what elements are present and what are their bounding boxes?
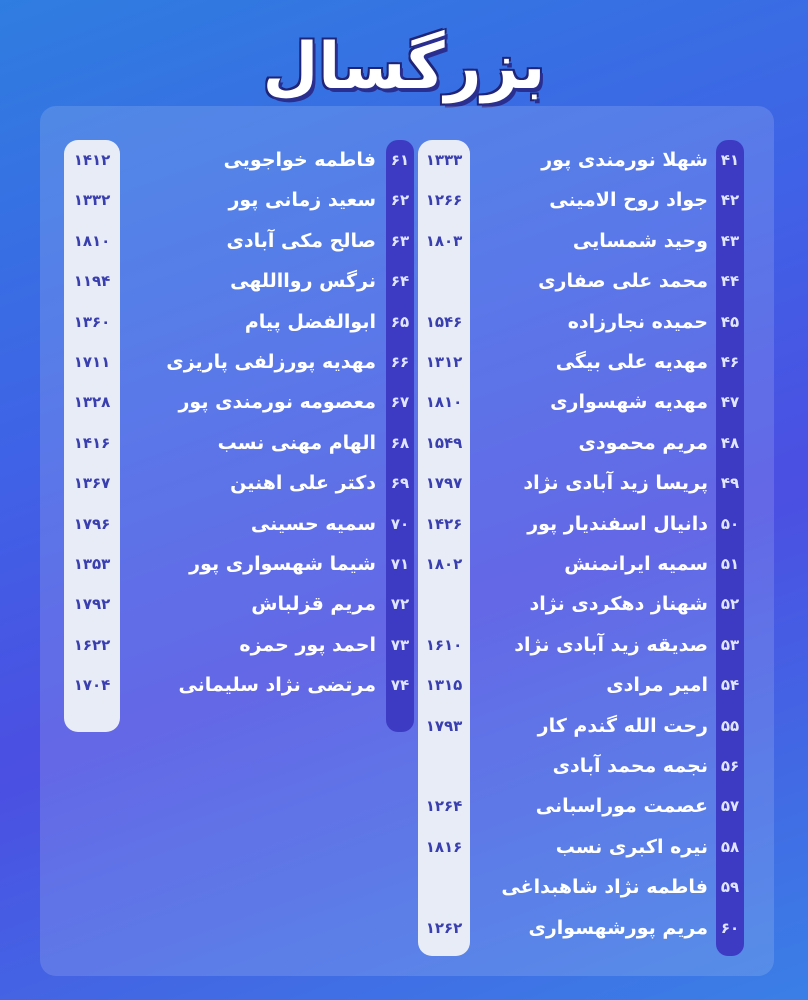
rank-number: ۴۶ xyxy=(720,353,740,371)
participant-name: دانیال اسفندیار پور xyxy=(527,512,708,535)
ranking-row xyxy=(0,908,808,948)
rank-number: ۵۸ xyxy=(720,837,740,856)
score-value: ۱۵۴۶ xyxy=(425,312,463,331)
participant-name: مهدیه شهسواری xyxy=(550,391,708,414)
score-value: ۱۳۱۵ xyxy=(425,676,463,695)
participant-name: نرگس روااللهی xyxy=(230,270,376,293)
ranking-row xyxy=(0,827,808,867)
score-value: ۱۴۱۲ xyxy=(73,151,111,169)
ranking-row xyxy=(0,544,808,584)
score-value: ۱۵۴۹ xyxy=(425,433,463,452)
ranking-row xyxy=(0,342,808,382)
participant-name: مهدیه علی بیگی xyxy=(555,351,708,373)
rank-number: ۵۴ xyxy=(720,676,740,695)
participant-name: صدیقه زید آبادی نژاد xyxy=(514,633,708,656)
rank-number: ۶۷ xyxy=(390,393,410,412)
participant-name: فاطمه خواجویی xyxy=(223,149,376,171)
ranking-row xyxy=(0,261,808,301)
rank-number: ۶۸ xyxy=(390,433,410,452)
ranking-row xyxy=(0,302,808,342)
rank-number: ۶۹ xyxy=(390,474,410,493)
participant-name: مهدیه پورزلفی پاریزی xyxy=(166,351,376,373)
participant-name: مریم قزلباش xyxy=(251,593,376,616)
rank-number: ۷۴ xyxy=(390,676,410,695)
rank-number: ۶۰ xyxy=(720,918,740,937)
rank-number: ۵۰ xyxy=(720,514,740,533)
participant-name: پریسا زید آبادی نژاد xyxy=(523,472,708,495)
score-value: ۱۸۱۰ xyxy=(425,393,463,412)
score-value: ۱۷۹۶ xyxy=(73,514,111,533)
rank-number: ۶۴ xyxy=(390,272,410,291)
rank-number: ۵۵ xyxy=(720,716,740,735)
rank-number: ۴۴ xyxy=(720,272,740,291)
ranking-row xyxy=(0,140,808,180)
rank-number: ۷۱ xyxy=(390,555,410,573)
score-value: ۱۶۲۲ xyxy=(73,635,111,654)
ranking-row xyxy=(0,706,808,746)
rank-number: ۷۰ xyxy=(390,514,410,533)
rank-number: ۶۱ xyxy=(390,151,410,169)
participant-name: فاطمه نژاد شاهبداغی xyxy=(501,876,708,899)
rank-number: ۵۲ xyxy=(720,595,740,614)
participant-name: نجمه محمد آبادی xyxy=(552,755,708,777)
rank-number: ۵۳ xyxy=(720,635,740,654)
participant-name: الهام مهنی نسب xyxy=(217,431,376,454)
ranking-row xyxy=(0,786,808,826)
rank-number: ۶۵ xyxy=(390,312,410,331)
rank-number: ۷۳ xyxy=(390,635,410,654)
ranking-row xyxy=(0,584,808,624)
score-value: ۱۸۱۰ xyxy=(73,231,111,250)
participant-name: عصمت موراسبانی xyxy=(535,795,708,818)
rank-number: ۴۹ xyxy=(720,474,740,493)
participant-name: جواد روح الامینی xyxy=(549,189,708,212)
score-value: ۱۳۳۲ xyxy=(73,191,111,210)
participant-name: شهلا نورمندی پور xyxy=(541,149,708,171)
participant-name: امیر مرادی xyxy=(606,674,708,697)
ranking-row xyxy=(0,423,808,463)
rank-number: ۶۶ xyxy=(390,353,410,371)
ranking-row xyxy=(0,504,808,544)
score-value: ۱۷۹۷ xyxy=(425,474,463,493)
participant-name: محمد علی صفاری xyxy=(538,270,708,293)
participant-name: دکتر علی اهنین xyxy=(230,472,376,495)
participant-name: سعید زمانی پور xyxy=(228,189,376,212)
rank-number: ۵۹ xyxy=(720,878,740,897)
rank-number: ۴۸ xyxy=(720,433,740,452)
score-value: ۱۳۶۰ xyxy=(73,312,111,331)
ranking-row xyxy=(0,221,808,261)
score-value: ۱۷۹۲ xyxy=(73,595,111,614)
rank-number: ۷۲ xyxy=(390,595,410,614)
participant-name: نیره اکبری نسب xyxy=(555,835,708,858)
participant-name: سمیه حسینی xyxy=(250,512,376,535)
rank-number: ۴۷ xyxy=(720,393,740,412)
rank-number: ۵۱ xyxy=(720,555,740,573)
score-value: ۱۳۶۷ xyxy=(73,474,111,493)
ranking-row xyxy=(0,867,808,907)
score-value: ۱۲۶۴ xyxy=(425,797,463,816)
score-value: ۱۸۱۶ xyxy=(425,837,463,856)
participant-name: سمیه ایرانمنش xyxy=(564,553,708,575)
score-value: ۱۶۱۰ xyxy=(425,635,463,654)
page-title: بزرگسال xyxy=(262,30,546,104)
ranking-row xyxy=(0,463,808,503)
ranking-row xyxy=(0,180,808,220)
score-value: ۱۳۲۸ xyxy=(73,393,111,412)
score-value: ۱۳۱۲ xyxy=(425,353,463,371)
participant-name: ابوالفضل پیام xyxy=(244,310,376,333)
ranking-row xyxy=(0,746,808,786)
participant-name: احمد پور حمزه xyxy=(239,633,376,656)
score-value: ۱۳۳۳ xyxy=(425,151,463,169)
rank-number: ۵۷ xyxy=(720,797,740,816)
score-value: ۱۲۶۲ xyxy=(425,918,463,937)
ranking-row xyxy=(0,382,808,422)
score-value: ۱۷۹۳ xyxy=(425,716,463,735)
score-value: ۱۸۰۲ xyxy=(425,555,463,573)
rank-number: ۵۶ xyxy=(720,757,740,775)
participant-name: مریم محمودی xyxy=(578,431,708,454)
participant-name: حمیده نجارزاده xyxy=(567,310,708,333)
score-value: ۱۳۵۳ xyxy=(73,555,111,573)
score-value: ۱۸۰۳ xyxy=(425,231,463,250)
score-value: ۱۴۱۶ xyxy=(73,433,111,452)
participant-name: مرتضی نژاد سلیمانی xyxy=(178,674,376,697)
participant-name: رحت الله گندم کار xyxy=(537,714,708,737)
participant-name: معصومه نورمندی پور xyxy=(178,391,376,414)
rank-number: ۴۵ xyxy=(720,312,740,331)
rank-number: ۶۲ xyxy=(390,191,410,210)
score-value: ۱۱۹۴ xyxy=(73,272,111,291)
participant-name: مریم پورشهسواری xyxy=(528,916,708,939)
score-value: ۱۷۱۱ xyxy=(73,353,111,371)
rank-number: ۴۳ xyxy=(720,231,740,250)
rank-number: ۴۲ xyxy=(720,191,740,210)
ranking-row xyxy=(0,625,808,665)
score-value: ۱۲۶۶ xyxy=(425,191,463,210)
rank-number: ۴۱ xyxy=(720,151,740,169)
score-value: ۱۷۰۴ xyxy=(73,676,111,695)
ranking-row xyxy=(0,665,808,705)
participant-name: صالح مکی آبادی xyxy=(226,229,376,252)
participant-name: وحید شمسایی xyxy=(572,229,708,252)
participant-name: شهناز دهکردی نژاد xyxy=(529,593,708,616)
score-value: ۱۴۲۶ xyxy=(425,514,463,533)
participant-name: شیما شهسواری پور xyxy=(189,553,376,575)
rank-number: ۶۳ xyxy=(390,231,410,250)
